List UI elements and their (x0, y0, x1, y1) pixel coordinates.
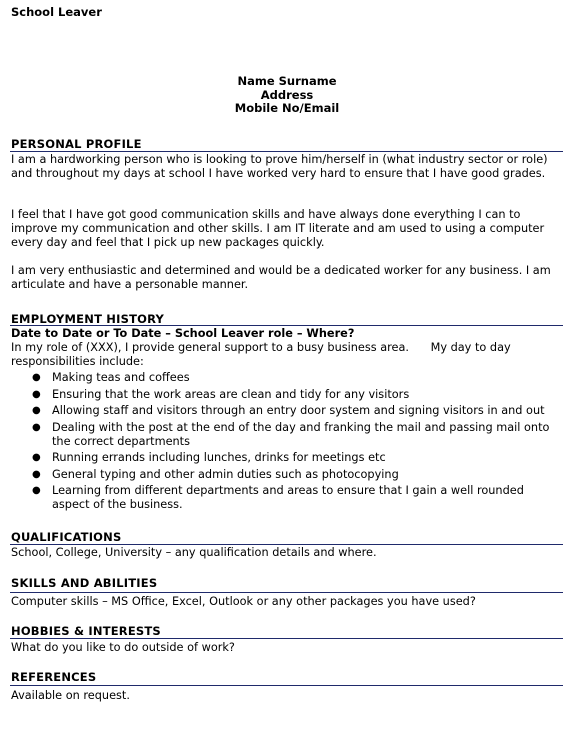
section-divider (10, 592, 563, 593)
references-heading: REFERENCES (11, 670, 97, 684)
bullet-icon: ● (32, 388, 41, 400)
personal-profile-heading: PERSONAL PROFILE (11, 137, 142, 151)
list-item (11, 421, 561, 449)
list-item (11, 451, 561, 465)
employment-history-heading: EMPLOYMENT HISTORY (11, 312, 165, 326)
list-item (11, 468, 561, 482)
job-intro: In my role of (XXX), I provide general support to a busy business area. My day to day responsibilities include: (11, 341, 515, 368)
list-item (11, 404, 561, 418)
candidate-name: Name Surname (237, 74, 337, 88)
candidate-contact: Mobile No/Email (234, 101, 340, 115)
list-item (11, 388, 561, 402)
list-item (11, 484, 561, 512)
hobbies-text: What do you like to do outside of work? (11, 641, 235, 654)
references-text: Available on request. (11, 689, 130, 702)
responsibility-text: Making teas and coffees (52, 371, 190, 384)
hobbies-heading: HOBBIES & INTERESTS (11, 624, 161, 638)
contact-header (0, 75, 574, 116)
responsibility-text: Ensuring that the work areas are clean and tidy for any visitors (52, 387, 410, 401)
responsibilities-list (11, 371, 561, 515)
bullet-icon: ● (32, 485, 41, 496)
document-title: School Leaver (11, 5, 102, 19)
responsibility-text: Learning from different departments and areas to ensure that I gain a well rounded aspect of the business. (52, 484, 524, 511)
section-divider (10, 151, 563, 152)
candidate-address: Address (260, 87, 314, 102)
section-divider (10, 544, 563, 545)
profile-paragraph: I am very enthusiastic and determined and would be a dedicated worker for any business. I am articulate and have a personable manner. (11, 264, 551, 291)
responsibility-text: Running errands including lunches, drinks for meetings etc (52, 451, 386, 464)
responsibility-text: General typing and other admin duties such as photocopying (52, 467, 399, 481)
skills-text: Computer skills – MS Office, Excel, Outlook or any other packages you have used? (11, 595, 476, 608)
qualifications-heading: QUALIFICATIONS (11, 530, 122, 544)
responsibility-text: Allowing staff and visitors through an entry door system and signing visitors in and out (52, 404, 545, 417)
skills-heading: SKILLS AND ABILITIES (11, 576, 158, 590)
list-item (11, 371, 561, 385)
qualifications-text: School, College, University – any qualification details and where. (11, 546, 377, 559)
profile-paragraph: I am a hardworking person who is looking to prove him/herself in (what industry sector or role) and throughout my days at school I have worked very hard to ensure that I have good grades. (11, 153, 548, 180)
bullet-icon: ● (32, 405, 41, 416)
section-divider (10, 638, 563, 639)
section-divider (10, 325, 563, 326)
section-divider (10, 685, 563, 686)
job-title: Date to Date or To Date – School Leaver role – Where? (11, 327, 355, 340)
profile-paragraph: I feel that I have got good communication skills and have always done everything I can to improve my communication and other skills. I am IT literate and am used to using a computer every day and feel that I pick up new packages quickly. (11, 208, 545, 249)
bullet-icon: ● (32, 421, 41, 433)
responsibility-text: Dealing with the post at the end of the day and franking the mail and passing mail onto the correct departments (52, 420, 550, 448)
bullet-icon: ● (32, 452, 41, 463)
bullet-icon: ● (32, 468, 41, 480)
bullet-icon: ● (32, 372, 41, 383)
